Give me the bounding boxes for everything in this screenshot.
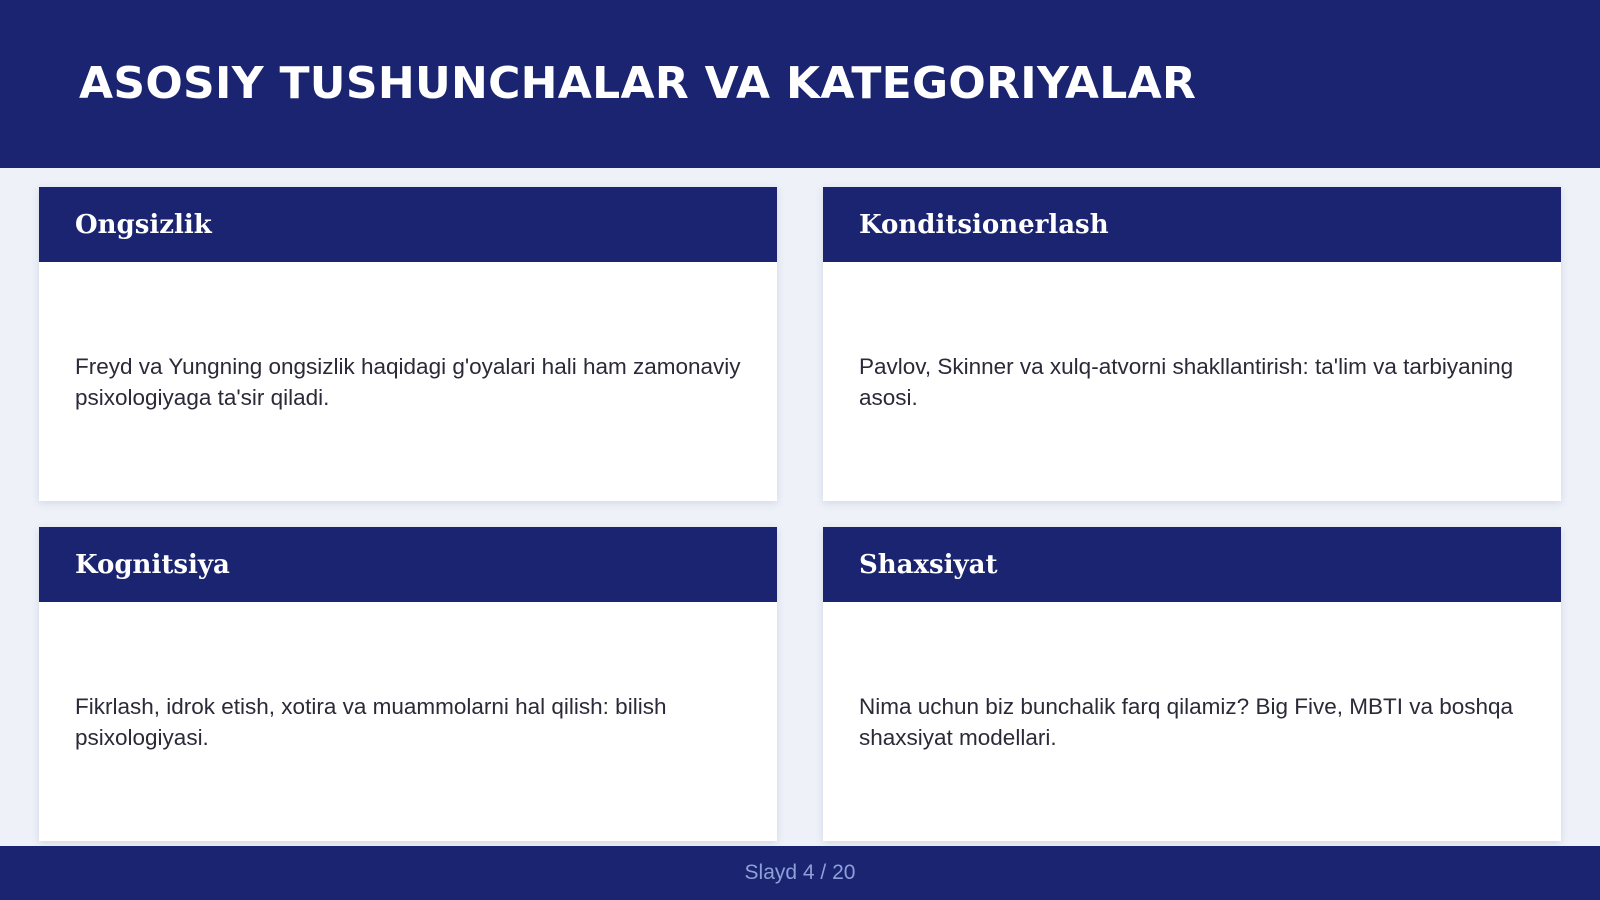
card-title: Kognitsiya (75, 549, 230, 580)
card-title: Ongsizlik (75, 209, 212, 240)
card-body (823, 602, 1561, 841)
slide-footer (0, 846, 1600, 900)
card-description: Fikrlash, idrok etish, xotira va muammolarni hal qilish: bilish psixologiyasi. (75, 693, 667, 750)
slide-title: ASOSIY TUSHUNCHALAR VA KATEGORIYALAR (79, 58, 1197, 109)
concept-card-shaxsiyat (823, 527, 1561, 841)
card-description: Pavlov, Skinner va xulq-atvorni shakllantirish: ta'lim va tarbiyaning asosi. (859, 353, 1514, 410)
card-description: Nima uchun biz bunchalik farq qilamiz? Big Five, MBTI va boshqa shaxsiyat modellari. (859, 693, 1514, 750)
card-description: Freyd va Yungning ongsizlik haqidagi g'oyalari hali ham zamonaviy psixologiyaga ta'sir qiladi. (75, 353, 741, 410)
card-header (39, 527, 777, 602)
card-body (39, 602, 777, 841)
concept-card-ongsizlik (39, 187, 777, 501)
concept-card-kognitsiya (39, 527, 777, 841)
card-header (823, 527, 1561, 602)
card-header (39, 187, 777, 262)
card-body (823, 262, 1561, 501)
card-title: Shaxsiyat (859, 549, 998, 580)
card-header (823, 187, 1561, 262)
slide-counter: Slayd 4 / 20 (744, 861, 856, 884)
slide-header (0, 0, 1600, 168)
concept-card-konditsionerlash (823, 187, 1561, 501)
card-body (39, 262, 777, 501)
card-title: Konditsionerlash (859, 209, 1109, 240)
